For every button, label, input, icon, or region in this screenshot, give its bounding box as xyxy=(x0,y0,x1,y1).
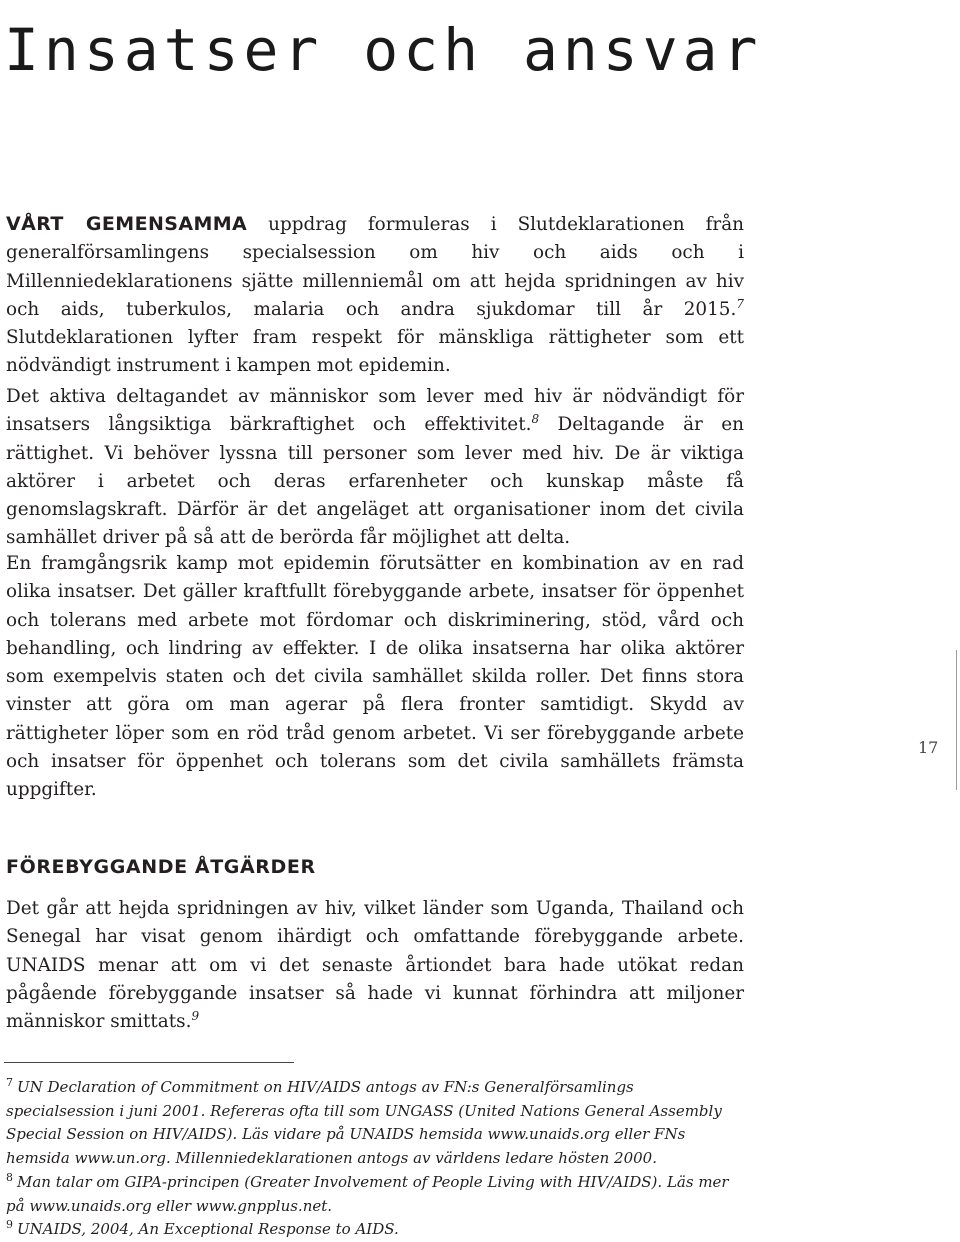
prevention-paragraph xyxy=(6,895,744,1036)
footnote-mark: 8 xyxy=(6,1170,13,1184)
page-number: 17 xyxy=(918,738,939,757)
participation-paragraph xyxy=(6,383,744,553)
intro-paragraph xyxy=(6,210,744,381)
intro-text-part1: uppdrag formuleras i Slutdeklarationen från generalförsamlingens specialsession om hiv och aids och i Millenniedeklarationens sjätte millenniemål om att hejda spridningen av hiv och aids, tuberkulos, malaria och andra sjukdomar till år 2015. xyxy=(6,214,745,320)
footnote-ref-7[interactable]: 7 xyxy=(736,296,744,311)
page-margin-rule xyxy=(956,650,957,790)
footnote-ref-8[interactable]: 8 xyxy=(531,412,540,427)
intro-lead: VÅRT GEMENSAMMA xyxy=(6,213,248,235)
footnote-ref-9[interactable]: 9 xyxy=(191,1009,200,1024)
footnote-text: UNAIDS, 2004, An Exceptional Response to AIDS. xyxy=(17,1220,399,1239)
footnotes xyxy=(6,1076,746,1242)
footnote-mark: 7 xyxy=(6,1076,13,1089)
footnote-7 xyxy=(6,1076,746,1171)
page-title: Insatser och ansvar xyxy=(4,16,763,84)
section-heading: FÖREBYGGANDE ÅTGÄRDER xyxy=(6,856,316,878)
footnote-mark: 9 xyxy=(6,1218,13,1232)
footnote-divider xyxy=(4,1062,294,1063)
strategy-paragraph: En framgångsrik kamp mot epidemin förutsätter en kombination av en rad olika insatser. Det gäller kraftfullt förebyggande arbete, insatser för öppenhet och tolerans med arbete mot fördomar och diskriminering, stöd, vård och behandling, och lindring av effekter. I de olika insatserna har olika aktörer som exempelvis staten och det civila samhället skilda roller. Det finns stora vinster att göra om man agerar på flera fronter samtidigt. Skydd av rättigheter löper som en röd tråd genom arbetet. Vi ser förebyggande arbete och insatser för öppenhet och tolerans som det civila samhällets främsta uppgifter. xyxy=(6,553,744,801)
participation-text-part2: Deltagande är en rättighet. Vi behöver lyssna till personer som lever med hiv. De är viktiga aktörer i arbetet och deras erfarenheter och kunskap måste få genomslagskraft. Därför är det angeläget att organisationer inom det civila samhället driver på så att de berörda får möjlighet att delta. xyxy=(6,414,744,549)
footnote-9 xyxy=(6,1218,746,1242)
footnote-8 xyxy=(6,1171,746,1218)
footnote-text: UN Declaration of Commitment on HIV/AIDS antogs av FN:s Generalförsamlings specialsession i juni 2001. Refereras ofta till som UNGASS (United Nations General Assembly Special Session on HIV/AIDS). Läs vidare på UNAIDS hemsida www.unaids.org eller FNs hemsida www.un.org. Millenniedeklarationen antogs av världens ledare hösten 2000. xyxy=(6,1078,722,1168)
intro-text-part2: Slutdeklarationen lyfter fram respekt för mänskliga rättigheter som ett nödvändigt instrument i kampen mot epidemin. xyxy=(6,327,744,377)
prevention-text: Det går att hejda spridningen av hiv, vilket länder som Uganda, Thailand och Senegal har visat genom ihärdigt och omfattande förebyggande arbete. UNAIDS menar att om vi det senaste årtiondet bara hade utökat redan pågående förebyggande insatser så hade vi kunnat förhindra att miljoner människor smittats. xyxy=(6,898,744,1033)
footnote-text: Man talar om GIPA-principen (Greater Involvement of People Living with HIV/AIDS). Läs mer på www.unaids.org eller www.gnpplus.net. xyxy=(6,1172,729,1215)
participation-text-part1: Det aktiva deltagandet av människor som lever med hiv är nödvändigt för insatsers långsiktiga bärkraftighet och effektivitet. xyxy=(6,386,744,436)
